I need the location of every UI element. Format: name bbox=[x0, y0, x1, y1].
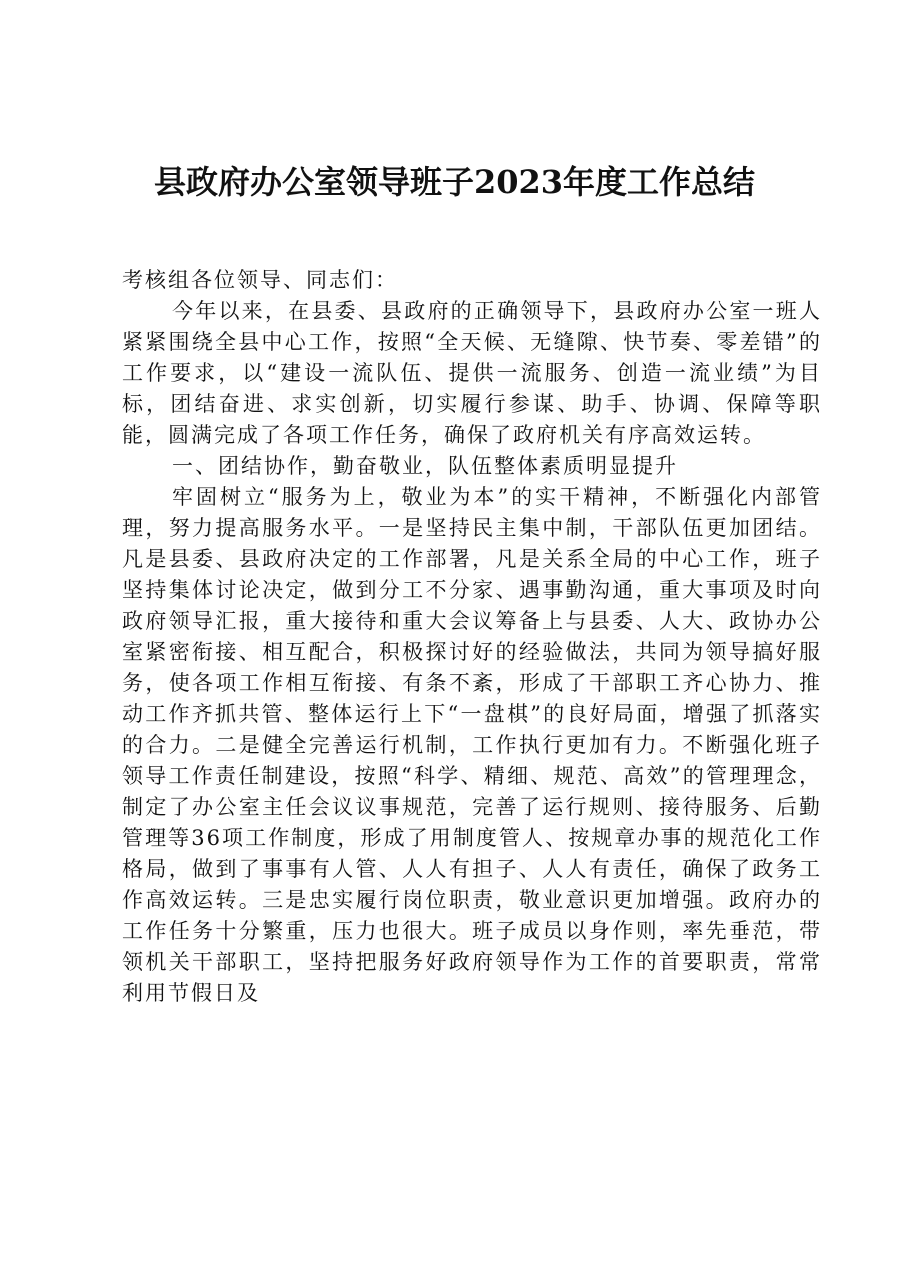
paragraph-section-1: 牢固树立“服务为上，敬业为本”的实干精神，不断强化内部管理，努力提高服务水平。一是坚持民主集中制，干部队伍更加团结。凡是县委、县政府决定的工作部署，凡是关系全局的中心工作，班子坚持集体讨论决定，做到分工不分家、遇事勤沟通，重大事项及时向政府领导汇报，重大接待和重大会议筹备上与县委、人大、政协办公室紧密衔接、相互配合，积极探讨好的经验做法，共同为领导搞好服务，使各项工作相互衔接、有条不紊，形成了干部职工齐心协力、推动工作齐抓共管、整体运行上下“一盘棋”的良好局面，增强了抓落实的合力。二是健全完善运行机制，工作执行更加有力。不断强化班子领导工作责任制建设，按照“科学、精细、规范、高效”的管理理念，制定了办公室主任会议议事规范，完善了运行规则、接待服务、后勤管理等36项工作制度，形成了用制度管人、按规章办事的规范化工作格局，做到了事事有人管、人人有担子、人人有责任，确保了政务工作高效运转。三是忠实履行岗位职责，敬业意识更加增强。政府办的工作任务十分繁重，压力也很大。班子成员以身作则，率先垂范，带领机关干部职工，坚持把服务好政府领导作为工作的首要职责，常常利用节假日及 bbox=[122, 485, 822, 1005]
salutation: 考核组各位领导、同志们： bbox=[122, 268, 398, 292]
paragraph-intro: 今年以来，在县委、县政府的正确领导下，县政府办公室一班人紧紧围绕全县中心工作，按照“全天候、无缝隙、快节奏、零差错”的工作要求，以“建设一流队伍、提供一流服务、创造一流业绩”为目标，团结奋进、求实创新，切实履行参谋、助手、协调、保障等职能，圆满完成了各项工作任务，确保了政府机关有序高效运转。 bbox=[122, 299, 822, 447]
section-heading-1: 一、团结协作，勤奋敬业，队伍整体素质明显提升 bbox=[172, 454, 678, 478]
document-body bbox=[122, 265, 822, 1009]
document-title: 县政府办公室领导班子2023年度工作总结 bbox=[153, 163, 756, 201]
